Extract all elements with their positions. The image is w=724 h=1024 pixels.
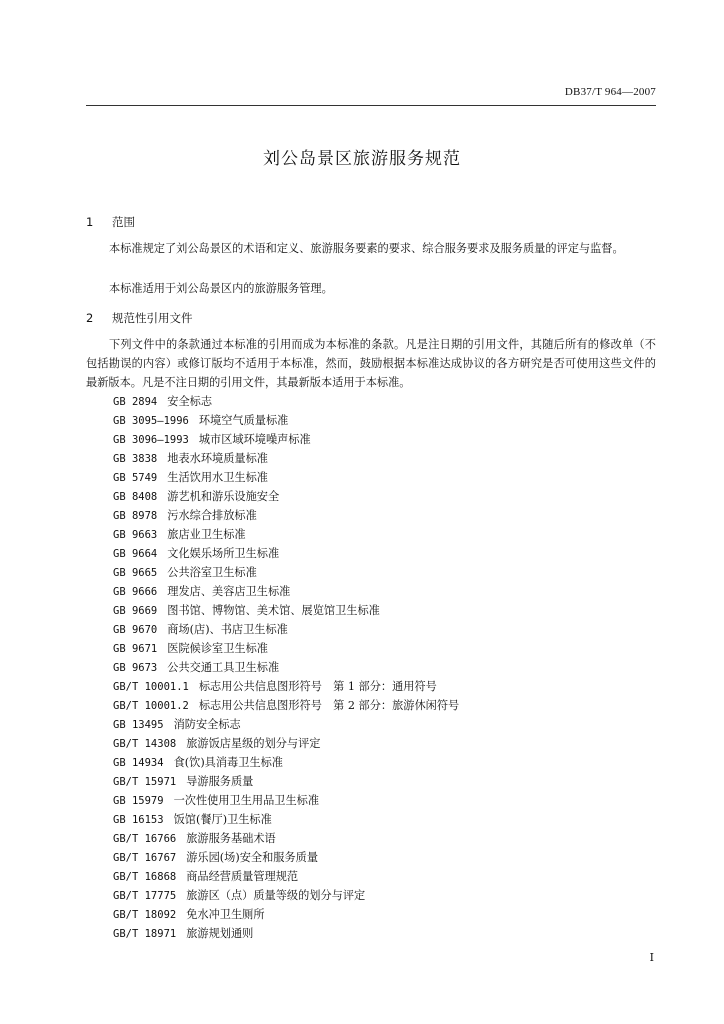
reference-code: GB 14934: [113, 757, 164, 769]
reference-name: 旅店业卫生标准: [167, 528, 246, 541]
reference-name: 一次性使用卫生用品卫生标准: [173, 794, 320, 807]
reference-name: 生活饮用水卫生标准: [167, 471, 268, 484]
reference-code: GB 15979: [113, 795, 164, 807]
reference-code: GB/T 16767: [113, 852, 177, 864]
reference-list: [113, 392, 459, 943]
reference-code: GB 9666: [113, 586, 158, 598]
reference-item: [113, 867, 459, 886]
section-title: 规范性引用文件: [112, 311, 193, 325]
section-number: 2: [86, 311, 94, 325]
reference-name: 导游服务质量: [186, 775, 254, 788]
reference-code: GB 9669: [113, 605, 158, 617]
reference-item: [113, 468, 459, 487]
reference-name: 医院候诊室卫生标准: [167, 642, 268, 655]
reference-item: [113, 449, 459, 468]
reference-item: [113, 848, 459, 867]
reference-code: GB 13495: [113, 719, 164, 731]
reference-code: GB 5749: [113, 472, 158, 484]
reference-name: 商品经营质量管理规范: [186, 870, 299, 883]
reference-code: GB 2894: [113, 396, 158, 408]
reference-item: [113, 886, 459, 905]
reference-name: 安全标志: [167, 395, 213, 408]
reference-name: 城市区域环境噪声标准: [198, 433, 311, 446]
reference-item: [113, 677, 459, 696]
reference-item: [113, 582, 459, 601]
reference-name: 污水综合排放标准: [167, 509, 257, 522]
section-heading-normative-references: [86, 310, 193, 326]
reference-code: GB/T 18971: [113, 928, 177, 940]
reference-item: [113, 506, 459, 525]
reference-code: GB 3096—1993: [113, 434, 189, 446]
reference-name: 食(饮)具消毒卫生标准: [173, 756, 283, 769]
reference-name: 环境空气质量标准: [198, 414, 289, 427]
reference-name: 公共交通工具卫生标准: [167, 661, 280, 674]
reference-name: 理发店、美容店卫生标准: [167, 585, 291, 598]
reference-name: 图书馆、博物馆、美术馆、展览馆卫生标准: [167, 604, 380, 617]
reference-code: GB 9663: [113, 529, 158, 541]
reference-name: 旅游服务基础术语: [186, 832, 276, 845]
reference-code: GB 9670: [113, 624, 158, 636]
reference-code: GB 8408: [113, 491, 158, 503]
reference-code: GB/T 10001.1: [113, 681, 189, 693]
reference-name: 标志用公共信息图形符号 第 1 部分：通用符号: [198, 680, 437, 693]
reference-item: [113, 753, 459, 772]
page-number: I: [649, 951, 654, 964]
reference-item: [113, 810, 459, 829]
reference-code: GB 9671: [113, 643, 158, 655]
reference-item: [113, 601, 459, 620]
document-code: DB37/T 964—2007: [564, 86, 656, 98]
reference-item: [113, 430, 459, 449]
reference-name: 旅游区（点）质量等级的划分与评定: [186, 889, 366, 902]
section-number: 1: [86, 215, 94, 229]
reference-item: [113, 734, 459, 753]
reference-code: GB/T 10001.2: [113, 700, 189, 712]
reference-code: GB/T 16868: [113, 871, 177, 883]
reference-code: GB 9665: [113, 567, 158, 579]
reference-item: [113, 829, 459, 848]
reference-code: GB 9673: [113, 662, 158, 674]
section-title: 范围: [112, 215, 135, 229]
section-heading-scope: [86, 214, 135, 230]
reference-name: 文化娱乐场所卫生标准: [167, 547, 280, 560]
reference-name: 消防安全标志: [173, 718, 241, 731]
reference-name: 饭馆(餐厅)卫生标准: [173, 813, 272, 826]
reference-code: GB 3838: [113, 453, 158, 465]
reference-name: 游乐园(场)安全和服务质量: [186, 851, 319, 864]
reference-item: [113, 487, 459, 506]
reference-name: 公共浴室卫生标准: [167, 566, 257, 579]
reference-item: [113, 791, 459, 810]
reference-code: GB/T 14308: [113, 738, 177, 750]
header-rule: [86, 105, 656, 106]
references-intro-paragraph: 下列文件中的条款通过本标准的引用而成为本标准的条款。凡是注日期的引用文件，其随后所有的修改单（不包括勘误的内容）或修订版均不适用于本标准，然而，鼓励根据本标准达成协议的各方研究是否可使用这些文件的最新版本。凡是不注日期的引用文件，其最新版本适用于本标准。: [86, 338, 656, 389]
reference-code: GB/T 15971: [113, 776, 177, 788]
reference-code: GB 3095—1996: [113, 415, 189, 427]
reference-item: [113, 696, 459, 715]
reference-name: 旅游饭店星级的划分与评定: [186, 737, 321, 750]
reference-item: [113, 544, 459, 563]
reference-code: GB 16153: [113, 814, 164, 826]
reference-name: 标志用公共信息图形符号 第 2 部分：旅游休闲符号: [198, 699, 460, 712]
reference-item: [113, 658, 459, 677]
reference-code: GB/T 18092: [113, 909, 177, 921]
reference-code: GB 8978: [113, 510, 158, 522]
reference-name: 地表水环境质量标准: [167, 452, 268, 465]
reference-code: GB/T 17775: [113, 890, 177, 902]
reference-item: [113, 772, 459, 791]
reference-item: [113, 639, 459, 658]
reference-name: 商场(店)、书店卫生标准: [167, 623, 288, 636]
scope-paragraph-2: 本标准适用于刘公岛景区内的旅游服务管理。: [109, 282, 333, 295]
reference-item: [113, 411, 459, 430]
reference-code: GB 9664: [113, 548, 158, 560]
reference-item: [113, 715, 459, 734]
reference-item: [113, 905, 459, 924]
reference-item: [113, 525, 459, 544]
reference-item: [113, 620, 459, 639]
reference-name: 旅游规划通则: [186, 927, 254, 940]
document-title: 刘公岛景区旅游服务规范: [263, 149, 461, 169]
reference-item: [113, 563, 459, 582]
reference-name: 游艺机和游乐设施安全: [167, 490, 280, 503]
reference-item: [113, 924, 459, 943]
reference-item: [113, 392, 459, 411]
reference-code: GB/T 16766: [113, 833, 177, 845]
reference-name: 免水冲卫生厕所: [186, 908, 265, 921]
scope-paragraph-1: 本标准规定了刘公岛景区的术语和定义、旅游服务要素的要求、综合服务要求及服务质量的评定与监督。: [109, 242, 624, 255]
